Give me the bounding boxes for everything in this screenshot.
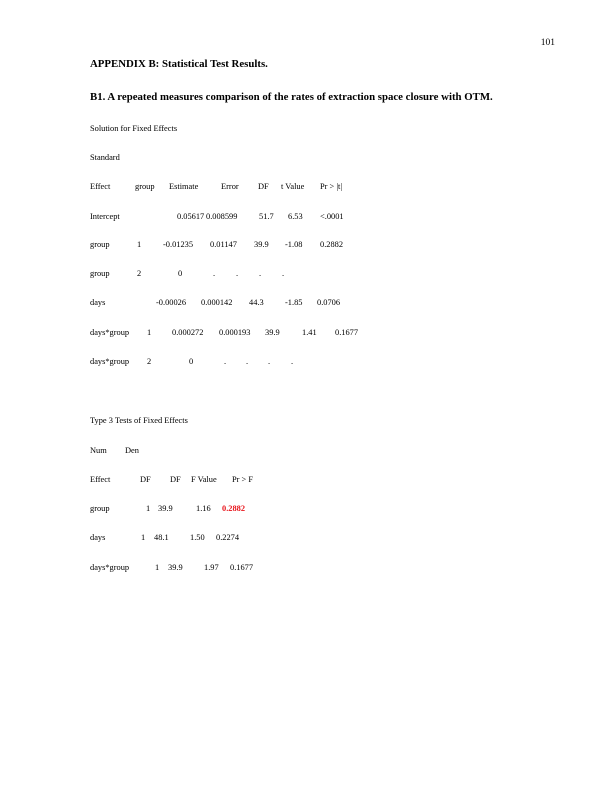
header-den: Den xyxy=(125,446,139,455)
col-effect: Effect xyxy=(90,475,111,484)
cell-den-df: 39.9 xyxy=(168,563,183,572)
cell-tvalue: . xyxy=(268,357,271,366)
cell-effect: days xyxy=(90,298,106,307)
cell-pr: . xyxy=(291,357,294,366)
cell-df: 51.7 xyxy=(259,212,274,221)
cell-df: 39.9 xyxy=(254,240,269,249)
cell-effect: group xyxy=(90,504,110,513)
col-group: group xyxy=(135,182,155,191)
header-standard: Standard xyxy=(90,153,120,162)
cell-pr: . xyxy=(282,269,285,278)
cell-error: 0.01147 xyxy=(210,240,237,249)
page-number: 101 xyxy=(540,38,555,48)
col-den-df: DF xyxy=(170,475,181,484)
cell-num-df: 1 xyxy=(146,504,151,513)
header-num: Num xyxy=(90,446,107,455)
cell-df: 44.3 xyxy=(249,298,264,307)
cell-pr: 0.2882 xyxy=(320,240,344,249)
cell-group: 1 xyxy=(137,240,142,249)
cell-fvalue: 1.16 xyxy=(196,504,211,513)
cell-effect: days*group xyxy=(90,563,130,572)
cell-effect: Intercept xyxy=(90,212,120,221)
cell-effect: group xyxy=(90,240,110,249)
col-tvalue: t Value xyxy=(281,182,305,191)
cell-group: 2 xyxy=(137,269,142,278)
appendix-title: APPENDIX B: Statistical Test Results. xyxy=(90,58,268,70)
col-estimate: Estimate xyxy=(169,182,199,191)
fixed-effects-caption: Solution for Fixed Effects xyxy=(90,124,178,133)
cell-fvalue: 1.50 xyxy=(190,533,205,542)
cell-error: 0.000193 xyxy=(219,328,251,337)
cell-estimate: -0.01235 xyxy=(163,240,194,249)
cell-pr: 0.0706 xyxy=(317,298,341,307)
cell-estimate: 0.05617 xyxy=(177,212,205,221)
col-pr: Pr > F xyxy=(232,475,254,484)
type3-caption: Type 3 Tests of Fixed Effects xyxy=(90,416,188,425)
col-df: DF xyxy=(258,182,269,191)
col-fvalue: F Value xyxy=(191,475,217,484)
cell-num-df: 1 xyxy=(155,563,160,572)
cell-error: 0.000142 xyxy=(201,298,233,307)
cell-effect: days xyxy=(90,533,106,542)
cell-error: . xyxy=(213,269,216,278)
cell-effect: days*group xyxy=(90,328,130,337)
cell-pr: 0.1677 xyxy=(230,563,254,572)
cell-estimate: -0.00026 xyxy=(156,298,187,307)
cell-tvalue: -1.08 xyxy=(285,240,303,249)
cell-fvalue: 1.97 xyxy=(204,563,219,572)
col-pr: Pr > |t| xyxy=(320,182,343,191)
cell-effect: group xyxy=(90,269,110,278)
cell-df: . xyxy=(236,269,239,278)
cell-pr: 0.1677 xyxy=(335,328,359,337)
cell-den-df: 48.1 xyxy=(154,533,169,542)
cell-pr: 0.2274 xyxy=(216,533,240,542)
col-error: Error xyxy=(221,182,239,191)
cell-tvalue: 6.53 xyxy=(288,212,303,221)
cell-effect: days*group xyxy=(90,357,130,366)
cell-error: 0.008599 xyxy=(206,212,238,221)
cell-group: 2 xyxy=(147,357,152,366)
cell-pr: <.0001 xyxy=(320,212,344,221)
cell-tvalue: 1.41 xyxy=(302,328,317,337)
cell-tvalue: -1.85 xyxy=(285,298,303,307)
cell-error: . xyxy=(224,357,227,366)
cell-df: . xyxy=(246,357,249,366)
cell-estimate: 0 xyxy=(178,269,183,278)
col-num-df: DF xyxy=(140,475,151,484)
cell-den-df: 39.9 xyxy=(158,504,173,513)
cell-estimate: 0 xyxy=(189,357,194,366)
section-title: B1. A repeated measures comparison of the rates of extraction space closure with OTM. xyxy=(90,91,493,103)
col-effect: Effect xyxy=(90,182,111,191)
cell-estimate: 0.000272 xyxy=(172,328,204,337)
cell-df: 39.9 xyxy=(265,328,280,337)
cell-group: 1 xyxy=(147,328,152,337)
cell-tvalue: . xyxy=(259,269,262,278)
cell-num-df: 1 xyxy=(141,533,146,542)
highlighted-p-value: 0.2882 xyxy=(222,504,246,513)
